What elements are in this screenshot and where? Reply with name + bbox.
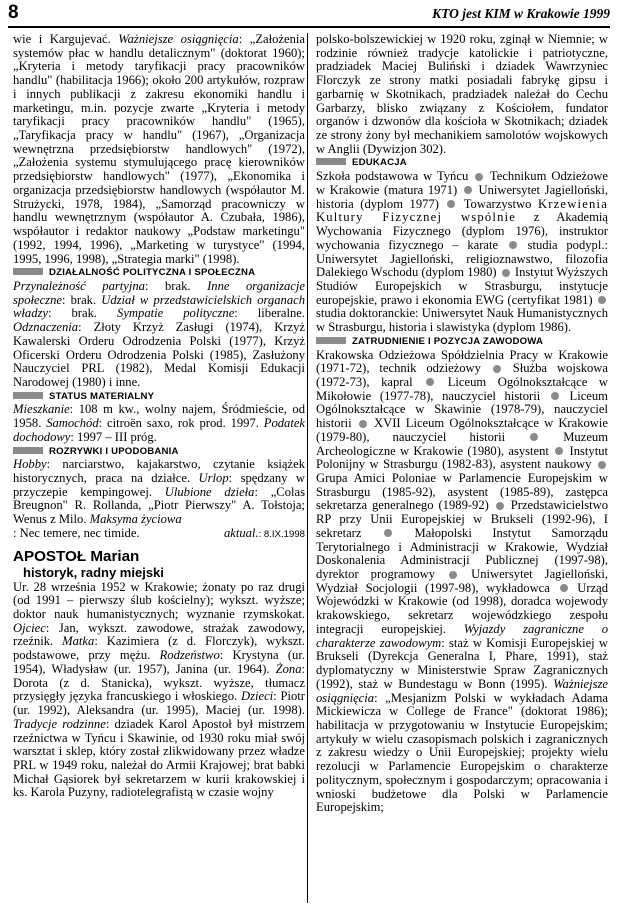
section-heading-material: STATUS MATERIALNY: [13, 390, 305, 404]
bullet-icon: [493, 365, 501, 373]
biography-paragraph: Ur. 28 września 1952 w Krakowie; żonaty po raz drugi (od 1991 – pierwszy ślub kościelny); wykszt. wyższe; doktor nauk humanistycznych; wyznanie rzymskokat. Ojciec: Jan, wykszt. zawodowe, strażak zawodowy, rzeźnik. Matka: Kazimiera (z d. Florczyk), wykszt. podstawowe, przy mężu. Rodzeństwo: Krystyna (ur. 1954), Władysław (ur. 1957), Janina (ur. 1964). Żona: Dorota (z d. Stanicka), wykszt. wyższe, tłumacz przysięgły języka francuskiego i włoskiego. Dzieci: Piotr (ur. 1992), Aleksandra (ur. 1995), Maciej (ur. 1998). Tradycje rodzinne: dziadek Karol Apostoł był mistrzem rzeźnictwa w Tyńcu i Skawinie, od 1930 roku miał swój warsztat i sklep, który został zlikwidowany przez władze PRL w 1949 roku, należał do Armii Krajowej; brat babki Michał Gąsiorek był sekretarzem w kurii krakowskiej i ks. Karola Puzyny, radiotelegrafistą w czasie wojny: [13, 579, 306, 800]
bullet-icon: [530, 433, 538, 441]
bullet-icon: [449, 571, 457, 579]
bullet-icon: [426, 378, 434, 386]
update-stamp: aktual.: 8.IX.1998: [223, 525, 305, 540]
education-paragraph: Szkoła podstawowa w Tyńcu Technikum Odzieżowe w Krakowie (matura 1971) Uniwersytet Jagielloński, historia (dyplom 1977) Towarzystwo Krzewienia Kultury Fizycznej wspólnie z Akademią Wychowania Fizycznego (dyplom 1976), instruktor wychowania fizycznego – karate studia podypl.: Uniwersytet Jagielloński, religioznawstwo, filozofia Dalekiego Wschodu (dyplom 1980) Instytut Wyższych Studiów Europejskich w Strasburgu, instytucje europejskie, prawo i ekonomia EWG (certyfikat 1981) studia doktoranckie: Uniwersytet Nauk Humanistycznych w Strasburgu, historia i slawistyka (dyplom 1986).: [316, 169, 608, 335]
bullet-icon: [384, 529, 392, 537]
section-bar: [316, 337, 346, 344]
hobbies-paragraph: Hobby: narciarstwo, kajakarstwo, czytanie książek historycznych, praca na działce. Urlop: spędzany w przyczepie kempingowej. Ulubione dzieła: „Colas Breugnon" R. Rollanda, „Piotr Pierwszy" A. Tołstoja; Wenus z Milo. Maksyma życiowa: [13, 457, 305, 527]
bullet-icon: [475, 173, 483, 181]
achievements-paragraph: wie i Kargujevać. Ważniejsze osiągnięcia: „Założenia systemów płac w handlu detalicznym" (doktorat 1960); „Kryteria i metody taryfikacji pracy pracowników handlu" (habilitacja 1966); około 200 artykułów, rozpraw i innych publikacji z zakresu ekonomiki handlu i marketingu, m.in. pozycje zwarte „Kryteria i metody taryfikacji pracy pracowników handlu" (1965), „Taryfikacja pracy w handlu" (1967), „Organizacja wewnętrzna przedsiębiorstw handlowych" (1972), „Założenia systemu stymulującego pracę kierowników przedsiębiorstw handlowych" (1977), „Ekonomika i organizacja przedsiębiorstw handlowych (współautor M. Strużycki, 1978, 1984), „Samorząd pracowniczy w handlu wewnętrznym (współautor A. Czubała, 1986), współautor i redaktor naukowy „Podstaw marketingu" (1992, 1994, 1996), „Marketing w turystyce" (1994, 1995, 1996, 1998), „Strategia marki" (1998).: [13, 32, 305, 266]
left-column: [13, 33, 305, 800]
right-column: [316, 33, 608, 815]
bullet-icon: [598, 461, 606, 469]
section-heading-hobbies: ROZRYWKI I UPODOBANIA: [13, 445, 305, 459]
material-paragraph: Mieszkanie: 108 m kw., wolny najem, Śródmieście, od 1958. Samochód: citroën saxo, rok prod. 1997. Podatek dochodowy: 1997 – III próg.: [13, 402, 306, 444]
bullet-icon: [464, 186, 472, 194]
politics-paragraph: Przynależność partyjna: brak. Inne organizacje społeczne: brak. Udział w przedstawicielskich organach władzy: brak. Sympatie polityczne: liberalne. Odznaczenia: Złoty Krzyż Zasługi (1974), Krzyż Kawalerski Orderu Odrodzenia Polski (1977), Krzyż Oficerski Orderu Odrodzenia Polski (1985), Zasłużony Nauczyciel PRL (1982), Medal Komisji Edukacji Narodowej (1980) i inne.: [13, 278, 306, 389]
entry-name: APOSTOŁ Marian: [13, 547, 140, 565]
section-bar: [316, 158, 346, 165]
entry-role: historyk, radny miejski: [23, 564, 164, 580]
section-bar: [13, 268, 43, 275]
section-heading-employment: ZATRUDNIENIE I POZYCJA ZAWODOWA: [316, 335, 608, 349]
family-paragraph: polsko-bolszewickiej w 1920 roku, zginął w Niemnie; w rodzinie również tradycje katolickie i patriotyczne, pradziadek Maciej Buliński i dziadek Wawrzyniec Florczyk ze strony matki posiadali fabrykę gipsu i garbarnię w Skotnikach, pradziadek należał do Cechu Garbarzy, blisko związany z Kościołem, fundator organów i dzwonów dla kościoła w Skotnikach; dziadek ze strony żony był mechanikiem samolotów wojskowych w Anglii (Dywizjon 302).: [316, 32, 608, 156]
bullet-icon: [502, 269, 510, 277]
employment-paragraph: Krakowska Odzieżowa Spółdzielnia Pracy w Krakowie (1971-72), technik odzieżowy Służba wojskowa (1972-73), kapral Liceum Ogólnokształcące w Mikołowie (1977-78), nauczyciel historii Liceum Ogólnokształcące w Skawinie (1978-79), nauczyciel historii XVII Liceum Ogólnokształcące w Krakowie (1979-80), nauczyciel historii Muzeum Archeologiczne w Krakowie (1980), asystent Instytut Polonijny w Strasburgu (1982-83), asystent naukowy Grupa Amici Poloniae w Parlamencie Europejskim w Strasburgu (1985-92), asystent (1985-89), zastępca sekretarza generalnego (1989-92) Przedstawicielstwo RP przy Unii Europejskiej w Brukseli (1992-96), I sekretarz Małopolski Instytut Samorządu Terytorialnego i Administracji w Krakowie, Wydział Doskonalenia Administracji Publicznej (1997-98), dyrektor programowy Uniwersytet Jagielloński, Wydział Socjologii (1997-98), wykładowca Urząd Wojewódzki w Krakowie (od 1998), doradca wojewody krakowskiego, sekretarz wojewódzkiego zespołu integracji europejskiej. Wyjazdy zagraniczne o charakterze zawodowym: staż w Komisji Europejskiej w Brukseli (Dyrekcja Generalna I, Phare, 1991), staż dyplomatyczny w Ministerstwie Spraw Zagranicznych (1992), staż w Bundestagu w Bonn (1995). Ważniejsze osiągnięcia: „Mesjanizm Polski w wykładach Adama Mickiewicza w College de France" (doktorat 1986); habilitacja w przygotowaniu w Instytucie Europejskim; artykuły w wielu czasopismach polskich i zagranicznych z zakresu wiedzy o Unii Europejskiej; projekty wielu rezolucji w Parlamencie Europejskim o charakterze politycznym, społecznym i gospodarczym; opracowania i wnioski budżetowe dla Polski w Parlamencie Europejskim;: [316, 347, 609, 815]
page-number: 8: [8, 2, 19, 23]
bullet-icon: [447, 200, 455, 208]
signature-line: : Nec temere, nec timide. aktual.: 8.IX.1998: [13, 525, 305, 540]
running-title: KTO jest KIM w Krakowie 1999: [432, 6, 610, 21]
bullet-icon: [551, 392, 559, 400]
section-bar: [13, 392, 43, 399]
section-heading-politics: DZIAŁALNOŚĆ POLITYCZNA I SPOŁECZNA: [13, 266, 305, 280]
bullet-icon: [555, 447, 563, 455]
section-bar: [13, 447, 43, 454]
section-heading-education: EDUKACJA: [316, 156, 608, 170]
page-header: [8, 4, 610, 28]
bullet-icon: [496, 502, 504, 510]
bullet-icon: [560, 584, 568, 592]
bullet-icon: [359, 420, 367, 428]
bullet-icon: [598, 296, 606, 304]
column-divider: [307, 33, 308, 903]
bullet-icon: [509, 241, 517, 249]
